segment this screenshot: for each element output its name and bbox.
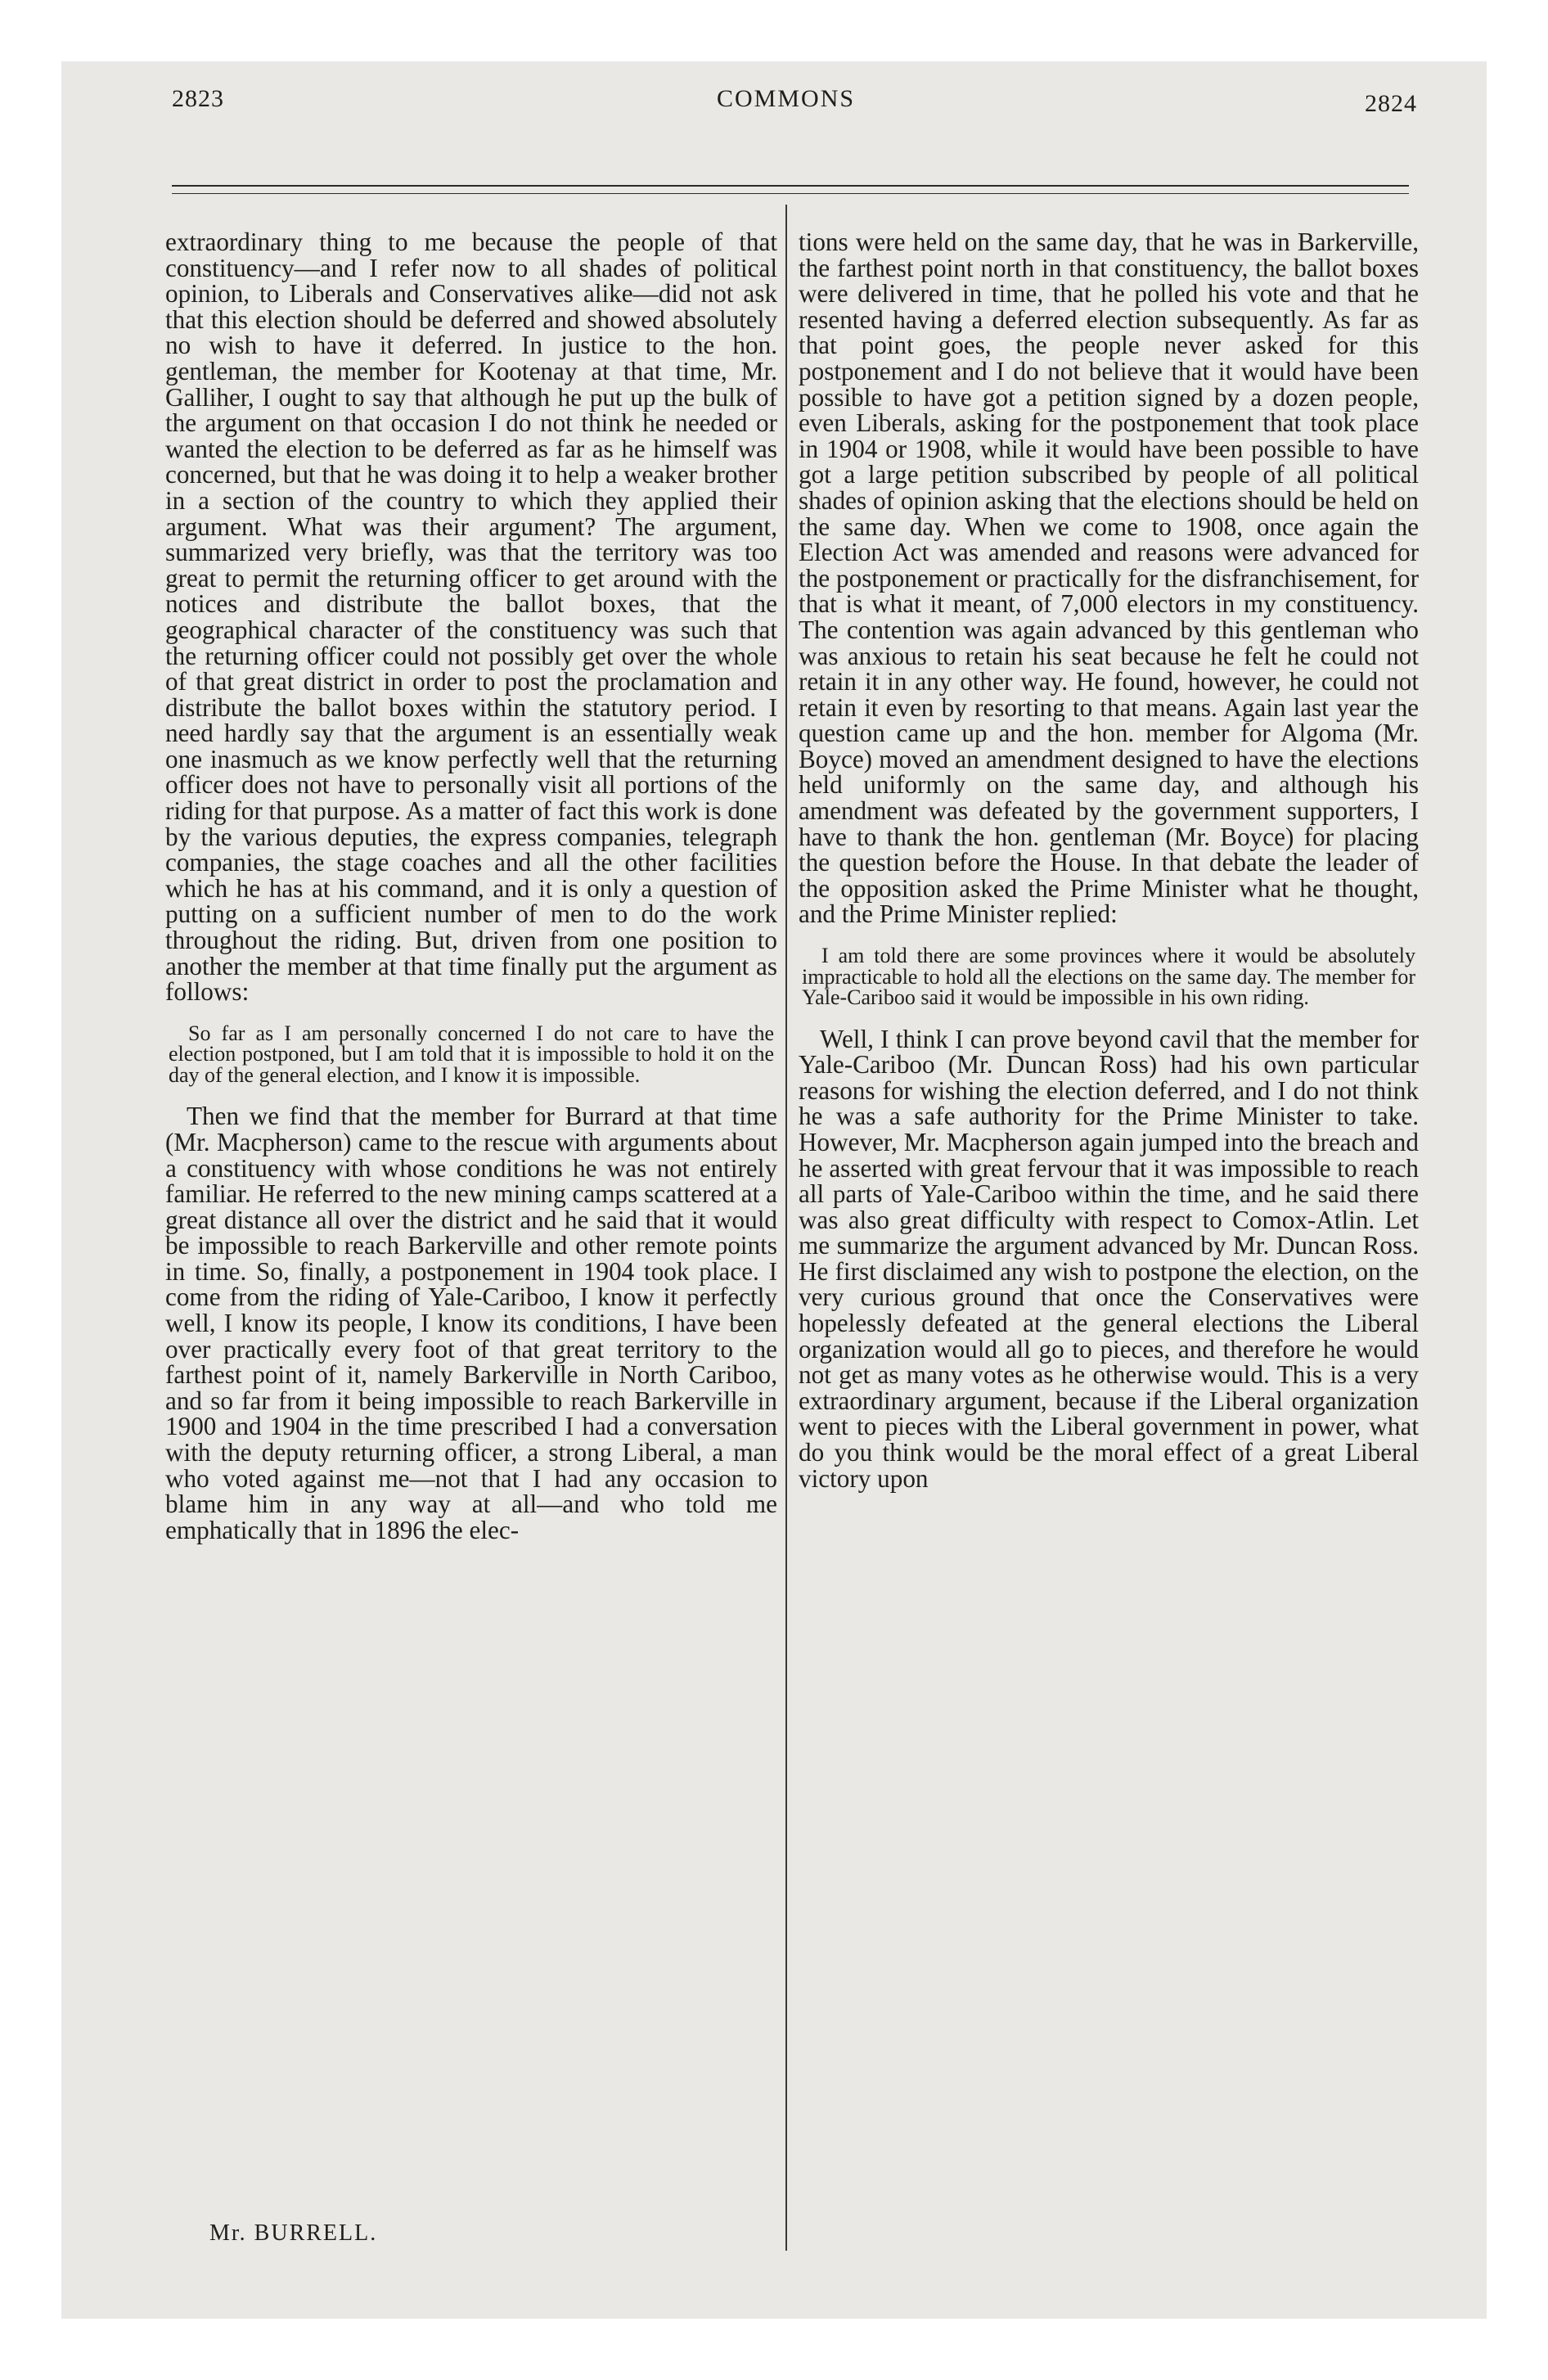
right-quote: I am told there are some provinces where it would be absolutely impracticable to hold all the elections on the same day. The member for Yale-Cariboo said it would be impossible in his own riding. (802, 944, 1415, 1010)
right-column (799, 229, 1419, 1491)
left-quote: So far as I am personally concerned I do not care to have the election postponed, but I am told that it is impossible to hold it on the day of the general election, and I know it is impossible. (169, 1021, 774, 1087)
right-paragraph-1: tions were held on the same day, that he was in Barkerville, the farthest point north in that constituency, the ballot boxes were delivered in time, that he polled his vote and that he resented having a deferred election subsequently. As far as that point goes, the people never asked for this postponement and I do not believe that it would have been possible to have got a petition signed by a dozen people, even Liberals, asking for the postponement that took place in 1904 or 1908, while it would have been possible to have got a large petition subscribed by people of all political shades of opinion asking that the elections should be held on the same day. When we come to 1908, once again the Election Act was amended and reasons were advanced for the postponement or practically for the disfranchisement, for that is what it meant, of 7,000 electors in my constituency. The contention was again advanced by this gentleman who was anxious to retain his seat because he felt he could not retain it in any other way. He found, however, he could not retain it even by resorting to that means. Again last year the question came up and the hon. member for Algoma (Mr. Boyce) moved an amendment designed to have the elections held uniformly on the same day, and although his amendment was defeated by the government supporters, I have to thank the hon. gentleman (Mr. Boyce) for placing the question before the House. In that debate the leader of the opposition asked the Prime Minister what he thought, and the Prime Minister replied: (799, 228, 1419, 929)
page-number-left: 2823 (172, 85, 224, 112)
header-rule-top (172, 185, 1409, 187)
column-divider (785, 205, 787, 2251)
left-paragraph-2: Then we find that the member for Burrard at that time (Mr. Macpherson) came to the rescue with arguments about a constituency with whose conditions he was not entirely familiar. He referred to the new mining camps scattered at a great distance all over the district and he said that it would be impossible to reach Barkerville and other remote points in time. So, finally, a postponement in 1904 took place. I come from the riding of Yale-Cariboo, I know it perfectly well, I know its people, I know its conditions, I have been over practically every foot of that great territory to the farthest point of it, namely Barkerville in North Cariboo, and so far from it being impossible to reach Barkerville in 1900 and 1904 in the time prescribed I had a conversation with the deputy returning officer, a strong Liberal, a man who voted against me—not that I had any occasion to blame him in any way at all—and who told me emphatically that in 1896 the elec- (165, 1102, 777, 1544)
speaker-name: Mr. BURRELL. (209, 2220, 378, 2246)
running-title: COMMONS (717, 85, 856, 112)
right-paragraph-2: Well, I think I can prove beyond cavil that the member for Yale-Cariboo (Mr. Duncan Ross) had his own particular reasons for wishing the election deferred, and I do not think he was a safe authority for the Prime Minister to take. However, Mr. Macpherson again jumped into the breach and he asserted with great fervour that it was impossible to reach all parts of Yale-Cariboo within the time, and he said there was also great difficulty with respect to Comox-Atlin. Let me summarize the argument advanced by Mr. Duncan Ross. He first disclaimed any wish to postpone the election, on the very curious ground that once the Conservatives were hopelessly defeated at the general elections the Liberal organization would all go to pieces, and therefore he would not get as many votes as he otherwise would. This is a very extraordinary argument, because if the Liberal organization went to pieces with the Liberal government in power, what do you think would be the moral effect of a great Liberal victory upon (799, 1024, 1419, 1493)
header-rule-bottom (172, 193, 1409, 194)
left-paragraph-1: extraordinary thing to me because the people of that constituency—and I refer now to all shades of political opinion, to Liberals and Conservatives alike—did not ask that this election should be deferred and showed absolutely no wish to have it deferred. In justice to the hon. gentleman, the member for Kootenay at that time, Mr. Galliher, I ought to say that although he put up the bulk of the argument on that occasion I do not think he needed or wanted the election to be deferred as far as he himself was concerned, but that he was doing it to help a weaker brother in a section of the country to which they applied their argument. What was their argument? The argument, summarized very briefly, was that the territory was too great to permit the returning officer to get around with the notices and distribute the ballot boxes, that the geographical character of the constituency was such that the returning officer could not possibly get over the whole of that great district in order to post the proclamation and distribute the ballot boxes within the statutory period. I need hardly say that the argument is an essentially weak one inasmuch as we know perfectly well that the returning officer does not have to personally visit all portions of the riding for that purpose. As a matter of fact this work is done by the various deputies, the express companies, telegraph companies, the stage coaches and all the other facilities which he has at his command, and it is only a question of putting on a sufficient number of men to do the work throughout the riding. But, driven from one position to another the member at that time finally put the argument as follows: (165, 228, 777, 1007)
left-column (165, 229, 777, 1543)
page-number-right: 2824 (1365, 90, 1417, 117)
